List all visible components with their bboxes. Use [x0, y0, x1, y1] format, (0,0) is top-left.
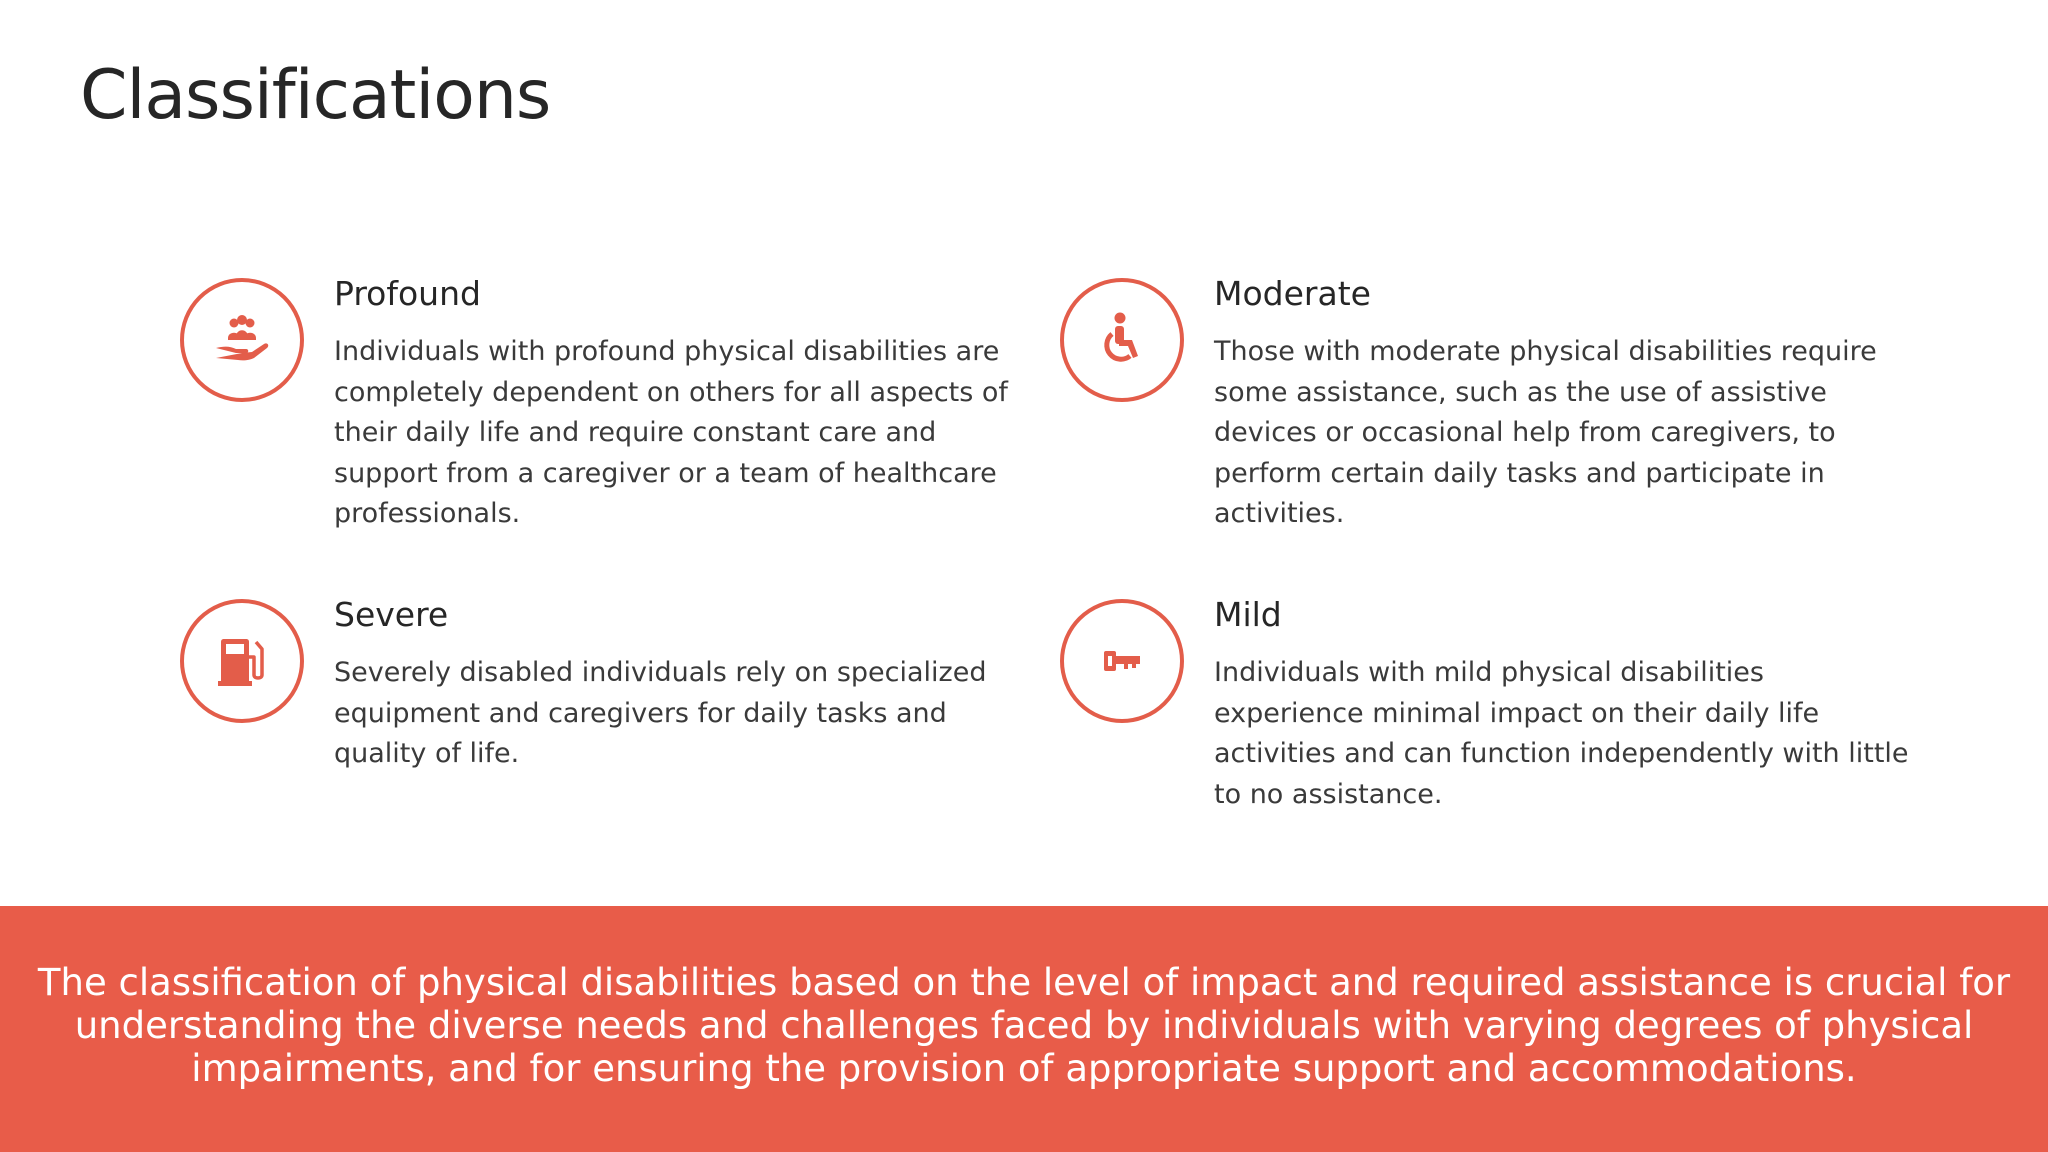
description-line: Individuals with mild physical disabilities	[1214, 657, 1764, 688]
description-line: some assistance, such as the use of assistive	[1214, 376, 1827, 408]
description-line: completely dependent on others for all aspects of	[334, 376, 1008, 408]
item-description	[1214, 653, 1934, 815]
description-line: activities.	[1214, 498, 1345, 529]
summary-banner	[0, 906, 2048, 1152]
key-icon	[1092, 631, 1152, 691]
description-line: activities and can function independently with little	[1214, 738, 1909, 769]
description-line: equipment and caregivers for daily tasks and	[334, 697, 947, 729]
slide-title: Classifications	[80, 56, 551, 135]
description-line: support from a caregiver or a team of healthcare	[334, 457, 997, 489]
item-description	[334, 332, 1054, 535]
icon-circle	[1060, 599, 1184, 723]
wheelchair-icon	[1092, 310, 1152, 370]
item-description	[1214, 332, 1934, 535]
icon-circle	[180, 278, 304, 402]
item-heading: Mild	[1214, 595, 1282, 634]
description-line: to no assistance.	[1214, 778, 1443, 810]
description-line: Those with moderate physical disabilities require	[1214, 336, 1877, 367]
fuel-pump-icon	[212, 631, 272, 691]
item-heading: Moderate	[1214, 274, 1371, 313]
icon-circle	[180, 599, 304, 723]
description-line: Severely disabled individuals rely on specialized	[334, 657, 987, 688]
hand-holding-people-icon	[212, 310, 272, 370]
description-line: perform certain daily tasks and participate in	[1214, 457, 1825, 489]
description-line: professionals.	[334, 498, 521, 529]
item-heading: Profound	[334, 274, 481, 313]
icon-circle	[1060, 278, 1184, 402]
item-heading: Severe	[334, 595, 449, 634]
description-line: quality of life.	[334, 738, 520, 769]
banner-line: impairments, and for ensuring the provision of appropriate support and accommodations.	[191, 1047, 1857, 1090]
description-line: their daily life and require constant care and	[334, 417, 937, 448]
description-line: devices or occasional help from caregivers, to	[1214, 417, 1836, 448]
description-line: Individuals with profound physical disabilities are	[334, 336, 1000, 367]
description-line: experience minimal impact on their daily life	[1214, 697, 1820, 729]
item-description	[334, 653, 1054, 775]
banner-line: understanding the diverse needs and challenges faced by individuals with varying degrees of physical	[74, 1004, 1974, 1047]
banner-line: The classification of physical disabilities based on the level of impact and required assistance is crucial for	[37, 961, 2011, 1004]
